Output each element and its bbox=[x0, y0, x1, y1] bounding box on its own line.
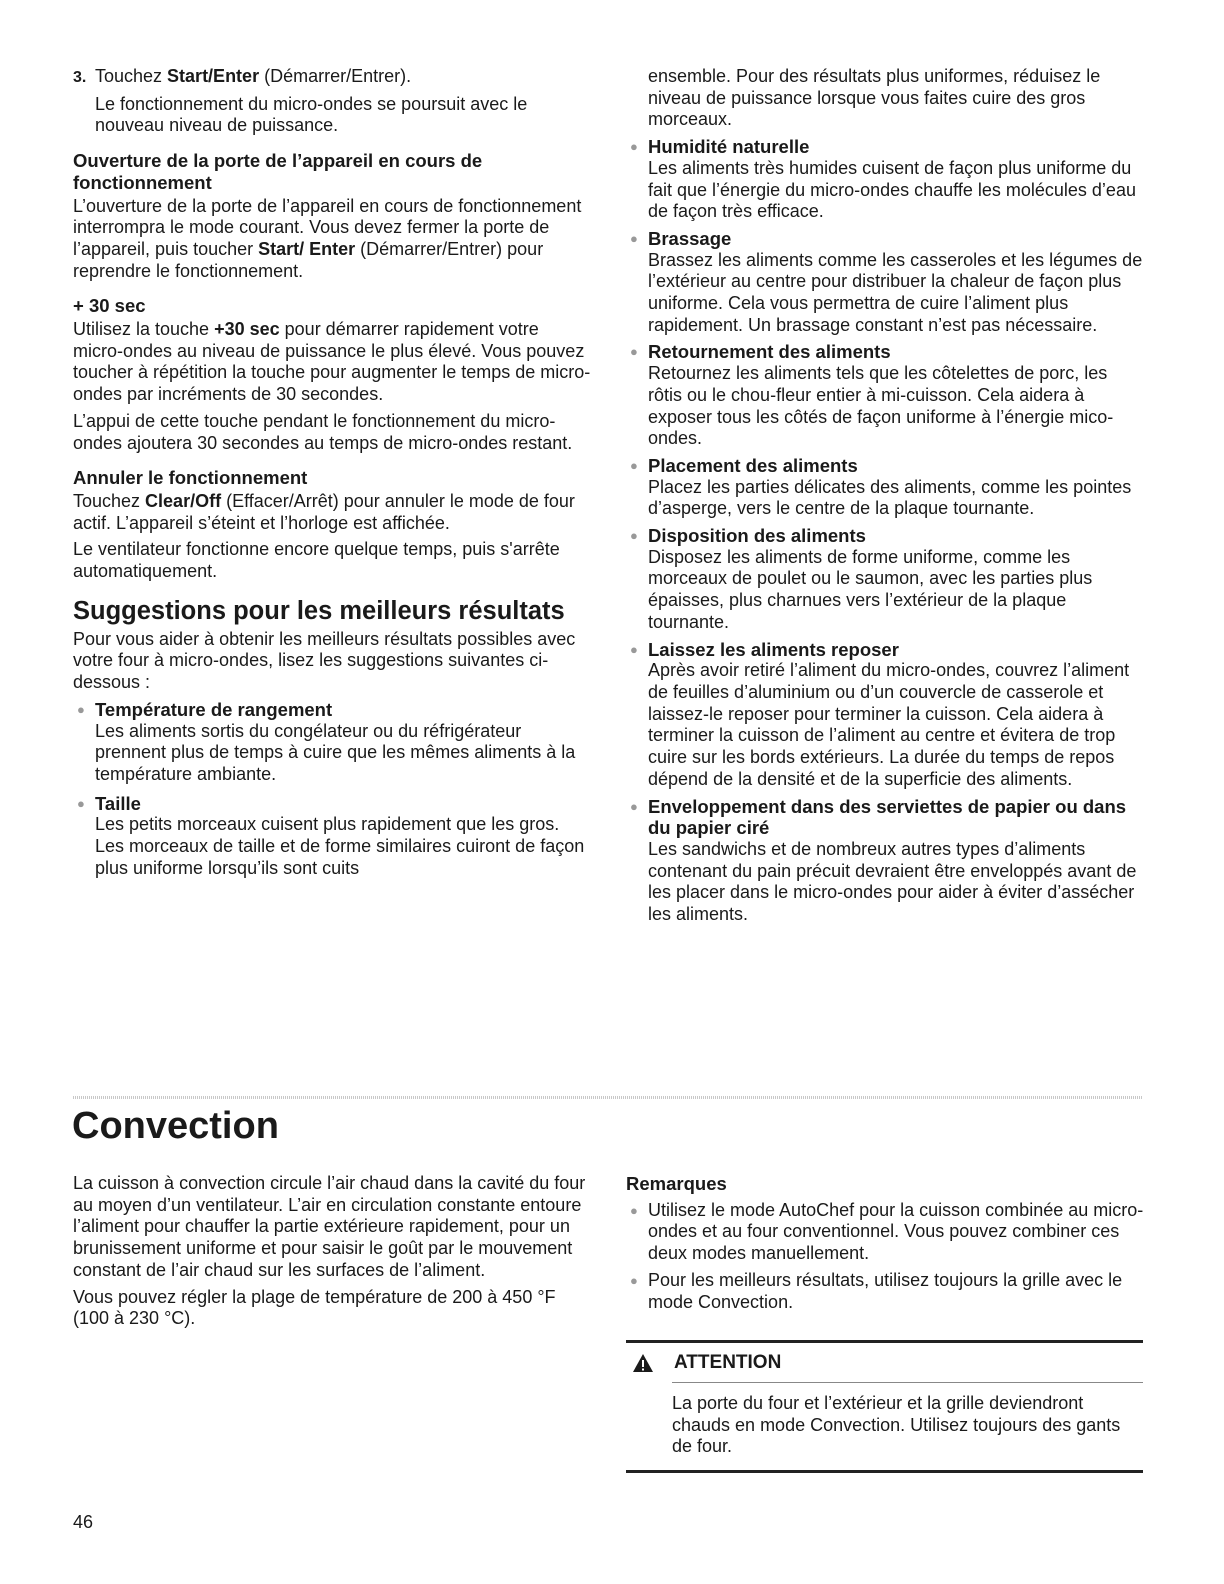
door-key: Start/ Enter bbox=[258, 238, 356, 259]
list-item-title: Brassage bbox=[648, 227, 732, 249]
list-item-text: Les petits morceaux cuisent plus rapidement que les gros. Les morceaux de taille et de forme similaires cuiront de façon plus uniforme lorsqu’ils sont cuits bbox=[95, 814, 585, 878]
bullet-icon: ● bbox=[630, 457, 638, 473]
list-item bbox=[626, 136, 1146, 223]
sec30-text-a: Utilisez la touche bbox=[73, 319, 215, 340]
convection-title: Convection bbox=[72, 1105, 279, 1147]
warning-triangle-icon bbox=[632, 1353, 654, 1373]
door-text-b: (Démarrer/Entrer) pour reprendre le fonctionnement. bbox=[73, 238, 544, 281]
list-item bbox=[626, 228, 1146, 337]
list-item-text: Disposez les aliments de forme uniforme, comme les morceaux de poulet ou le saumon, avec les parties plus épaisses, plus charnues vers l’extérieur de la plaque tournante. bbox=[648, 546, 1093, 632]
list-item-title: Température de rangement bbox=[95, 698, 333, 720]
bullet-icon: ● bbox=[630, 798, 638, 814]
attention-box bbox=[626, 1340, 1143, 1473]
list-item bbox=[626, 796, 1146, 926]
list-item bbox=[626, 525, 1146, 634]
cancel-text-b: (Effacer/Arrêt) pour annuler le mode de four actif. L’appareil s’éteint et l’horloge est affichée. bbox=[73, 490, 575, 533]
convection-left bbox=[73, 1173, 593, 1335]
list-item-title: Placement des aliments bbox=[648, 454, 858, 476]
bullet-icon: ● bbox=[630, 528, 638, 544]
list-item-text: Brassez les aliments comme les casseroles et les légumes de l’extérieur au centre pour distribuer la chaleur de façon plus uniforme. Cela vous permettra de cuire l’aliment plus rapidement. Un brassage constant n’est pas nécessaire. bbox=[648, 249, 1143, 335]
list-item-text: Pour les meilleurs résultats, utilisez toujours la grille avec le mode Convection. bbox=[648, 1269, 1123, 1312]
door-heading: Ouverture de la porte de l’appareil en cours de fonctionnement bbox=[73, 150, 483, 193]
attention-bottom-rule bbox=[626, 1470, 1143, 1473]
list-item-text: Les sandwichs et de nombreux autres types d’aliments contenant du pain précuit devraient être enveloppés avant de les placer dans le micro-ondes pour aider à éviter d’assécher les aliments. bbox=[648, 838, 1137, 925]
list-item bbox=[626, 341, 1146, 450]
cancel-paragraph-1 bbox=[73, 491, 593, 534]
attention-title: ATTENTION bbox=[674, 1352, 782, 1373]
start-enter-key: Start/Enter bbox=[167, 66, 260, 86]
list-item-title: Taille bbox=[95, 792, 141, 814]
attention-top-rule bbox=[626, 1340, 1143, 1343]
attention-header bbox=[626, 1352, 1143, 1374]
right-column bbox=[626, 66, 1146, 926]
list-item-text: Placez les parties délicates des aliments, comme les pointes d’asperge, vers le centre de la plaque tournante. bbox=[648, 476, 1132, 519]
step-number: 3. bbox=[73, 69, 87, 86]
list-item-text: Les aliments sortis du congélateur ou du réfrigérateur prennent plus de temps à cuire que les mêmes aliments à la température ambiante. bbox=[95, 720, 576, 784]
sec30-paragraph-2: L’appui de cette touche pendant le fonctionnement du micro-ondes ajoutera 30 secondes au temps de micro-ondes restant. bbox=[73, 410, 573, 453]
sec30-text-b: pour démarrer rapidement votre micro-ondes au niveau de puissance le plus élevé. Vous pouvez toucher à répétition la touche pour augmenter le temps de micro-ondes par incréments de 30 secondes. bbox=[73, 319, 591, 405]
cancel-paragraph-2: Le ventilateur fonctionne encore quelque temps, puis s'arrête automatiquement. bbox=[73, 539, 560, 582]
list-item bbox=[626, 1200, 1146, 1265]
bullet-icon: ● bbox=[630, 1272, 638, 1288]
section-divider bbox=[73, 1096, 1143, 1099]
step-3 bbox=[73, 66, 593, 89]
left-column bbox=[73, 66, 593, 880]
door-text-a: L’ouverture de la porte de l’appareil en cours de fonctionnement interrompra le mode courant. Vous devez fermer la porte de l’appareil, puis toucher bbox=[73, 195, 582, 259]
attention-thin-rule bbox=[672, 1382, 1143, 1383]
list-item bbox=[73, 793, 593, 880]
bullet-icon: ● bbox=[630, 1202, 638, 1218]
remarques-heading: Remarques bbox=[626, 1173, 727, 1194]
list-item-title: Enveloppement dans des serviettes de papier ou dans du papier ciré bbox=[648, 795, 1127, 839]
bullet-icon: ● bbox=[77, 795, 85, 811]
sec30-key: +30 sec bbox=[214, 319, 280, 340]
sec30-heading: + 30 sec bbox=[73, 295, 146, 317]
cancel-heading: Annuler le fonctionnement bbox=[73, 467, 308, 489]
clear-off-key: Clear/Off bbox=[145, 490, 222, 511]
bullet-icon: ● bbox=[77, 701, 85, 717]
bullet-icon: ● bbox=[630, 641, 638, 657]
step-text: Touchez bbox=[95, 66, 168, 86]
door-paragraph bbox=[73, 196, 593, 283]
page-number: 46 bbox=[73, 1512, 94, 1532]
list-item-title: Laissez les aliments reposer bbox=[648, 638, 899, 660]
convection-paragraph-2: Vous pouvez régler la plage de température de 200 à 450 °F (100 à 230 °C). bbox=[73, 1286, 556, 1329]
cancel-text-a: Touchez bbox=[73, 490, 146, 511]
list-item bbox=[626, 639, 1146, 791]
bullet-icon: ● bbox=[630, 344, 638, 360]
continued-text: ensemble. Pour des résultats plus uniformes, réduisez le niveau de puissance lorsque vous faites cuire des gros morceaux. bbox=[648, 66, 1101, 130]
list-item-title: Disposition des aliments bbox=[648, 525, 866, 547]
list-item-text: Après avoir retiré l’aliment du micro-ondes, couvrez l’aliment de feuilles d’aluminium ou d’un couvercle de casserole et laissez-le reposer pour terminer la cuisson. Cela aidera à terminer la cuisson de l’aliment au centre et évitera de trop cuire sur les bords extérieurs. La durée du temps de repos dépend de la densité et de la superficie des aliments. bbox=[648, 660, 1130, 789]
list-item-title: Humidité naturelle bbox=[648, 136, 810, 158]
bullet-icon: ● bbox=[630, 139, 638, 155]
list-item bbox=[626, 1270, 1146, 1313]
list-item bbox=[626, 455, 1146, 520]
suggestions-heading: Suggestions pour les meilleurs résultats bbox=[73, 596, 565, 625]
list-item-text: Les aliments très humides cuisent de façon plus uniforme du fait que l’énergie du micro-ondes chauffe les molécules d’eau de façon très efficace. bbox=[648, 157, 1136, 222]
list-item-text: Retournez les aliments tels que les côtelettes de porc, les rôtis ou le chou-fleur entier à mi-cuisson. Cela aidera à exposer tous les côtés de façon uniforme à l’énergie mico-ondes. bbox=[648, 363, 1114, 449]
convection-right bbox=[626, 1173, 1146, 1313]
sec30-paragraph-1 bbox=[73, 319, 593, 406]
attention-text: La porte du four et l’extérieur et la grille deviendront chauds en mode Convection. Utilisez toujours des gants de four. bbox=[672, 1393, 1121, 1457]
list-item bbox=[73, 699, 593, 786]
step-text: (Démarrer/Entrer). bbox=[259, 66, 412, 86]
convection-paragraph-1: La cuisson à convection circule l’air chaud dans la cavité du four au moyen d’un ventilateur. L’air en circulation constante entoure l’aliment pour chauffer la partie extérieure rapidement, pour un brunissement uniforme et pour saisir le goût par le mouvement constant de l’air chaud sur les surfaces de l’aliment. bbox=[73, 1173, 586, 1280]
step-3-description: Le fonctionnement du micro-ondes se poursuit avec le nouveau niveau de puissance. bbox=[95, 93, 528, 136]
bullet-icon: ● bbox=[630, 230, 638, 246]
list-item-title: Retournement des aliments bbox=[648, 341, 891, 363]
suggestions-intro: Pour vous aider à obtenir les meilleurs résultats possibles avec votre four à micro-ondes, lisez les suggestions suivantes ci-dessous : bbox=[73, 628, 576, 693]
list-item-text: Utilisez le mode AutoChef pour la cuisson combinée au micro-ondes et au four conventionnel. Vous pouvez combiner ces deux modes manuellement. bbox=[648, 1199, 1144, 1264]
